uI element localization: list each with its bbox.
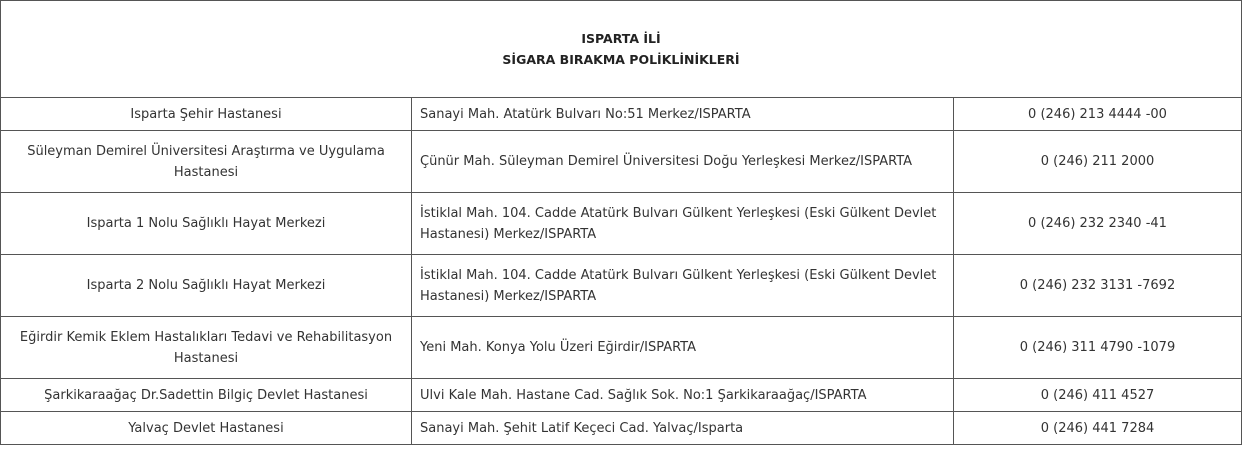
clinic-address: İstiklal Mah. 104. Cadde Atatürk Bulvarı Gülkent Yerleşkesi (Eski Gülkent Devlet Hastanesi) Merkez/ISPARTA: [412, 193, 954, 255]
clinic-name: Eğirdir Kemik Eklem Hastalıkları Tedavi ve Rehabilitasyon Hastanesi: [1, 317, 412, 379]
clinic-phone: 0 (246) 232 3131 -7692: [954, 255, 1242, 317]
clinic-name: Süleyman Demirel Üniversitesi Araştırma ve Uygulama Hastanesi: [1, 131, 412, 193]
clinic-name: Şarkikaraağaç Dr.Sadettin Bilgiç Devlet Hastanesi: [1, 379, 412, 412]
table-row: [1, 379, 1242, 412]
clinic-address: Sanayi Mah. Atatürk Bulvarı No:51 Merkez/ISPARTA: [412, 98, 954, 131]
clinic-phone: 0 (246) 441 7284: [954, 412, 1242, 445]
clinic-name: Isparta 2 Nolu Sağlıklı Hayat Merkezi: [1, 255, 412, 317]
title-line-clinics: SİGARA BIRAKMA POLİKLİNİKLERİ: [502, 52, 740, 67]
table-row: [1, 98, 1242, 131]
clinic-phone: 0 (246) 211 2000: [954, 131, 1242, 193]
clinic-phone: 0 (246) 411 4527: [954, 379, 1242, 412]
clinic-name: Isparta Şehir Hastanesi: [1, 98, 412, 131]
clinic-name: Isparta 1 Nolu Sağlıklı Hayat Merkezi: [1, 193, 412, 255]
clinic-address: Yeni Mah. Konya Yolu Üzeri Eğirdir/ISPARTA: [412, 317, 954, 379]
title-line-province: ISPARTA İLİ: [581, 31, 661, 46]
clinic-phone: 0 (246) 311 4790 -1079: [954, 317, 1242, 379]
clinic-address: Çünür Mah. Süleyman Demirel Üniversitesi Doğu Yerleşkesi Merkez/ISPARTA: [412, 131, 954, 193]
table-row: [1, 255, 1242, 317]
clinic-address: Sanayi Mah. Şehit Latif Keçeci Cad. Yalvaç/Isparta: [412, 412, 954, 445]
clinic-name: Yalvaç Devlet Hastanesi: [1, 412, 412, 445]
table-row: [1, 317, 1242, 379]
table-row: [1, 193, 1242, 255]
table-title: [1, 1, 1242, 98]
clinic-address: İstiklal Mah. 104. Cadde Atatürk Bulvarı Gülkent Yerleşkesi (Eski Gülkent Devlet Hastanesi) Merkez/ISPARTA: [412, 255, 954, 317]
table-row: [1, 131, 1242, 193]
table-header-row: [1, 1, 1242, 98]
table-row: [1, 412, 1242, 445]
clinic-phone: 0 (246) 232 2340 -41: [954, 193, 1242, 255]
clinic-address: Ulvi Kale Mah. Hastane Cad. Sağlık Sok. No:1 Şarkikaraağaç/ISPARTA: [412, 379, 954, 412]
clinic-phone: 0 (246) 213 4444 -00: [954, 98, 1242, 131]
